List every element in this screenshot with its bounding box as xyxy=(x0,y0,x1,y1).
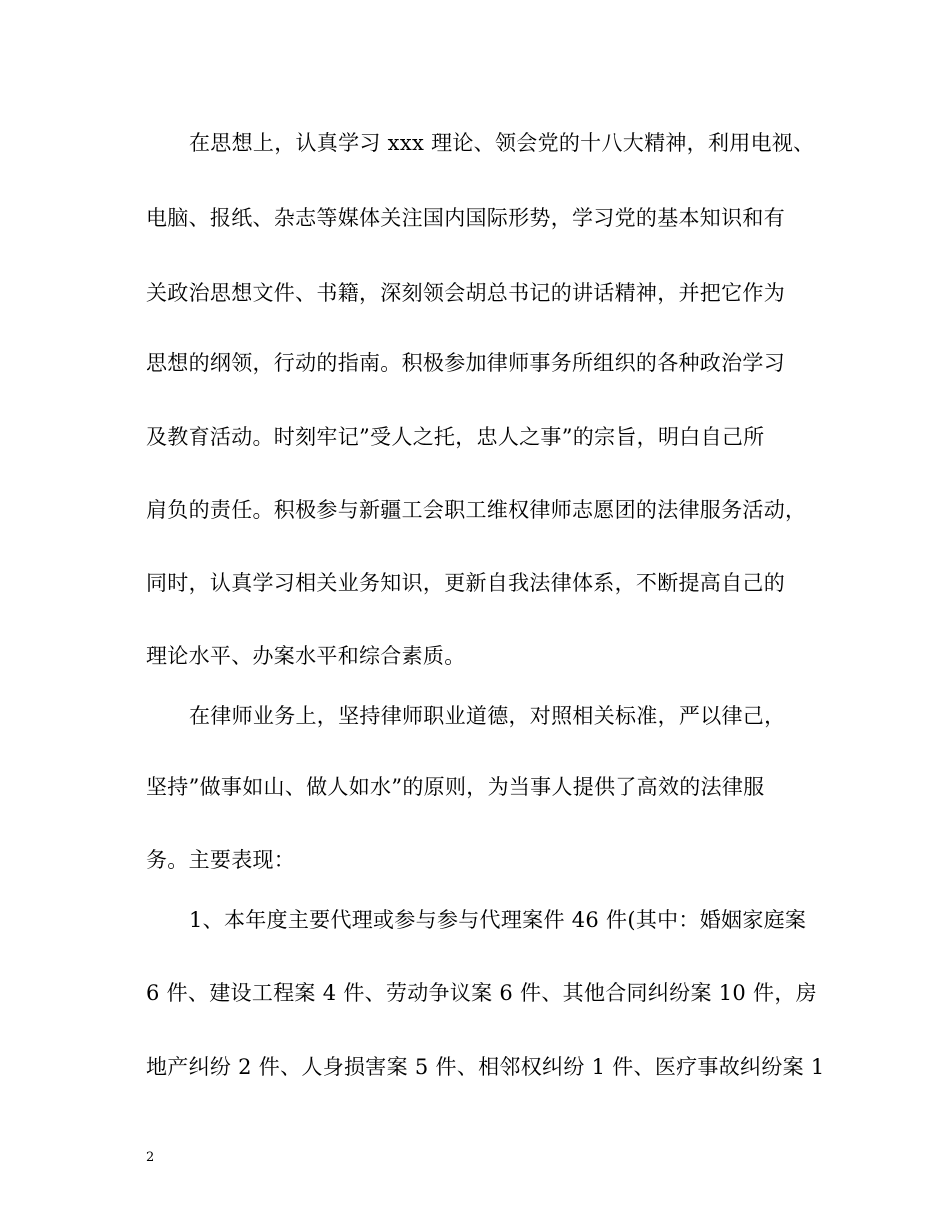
paragraph-line: 在思想上，认真学习 xxx 理论、领会党的十八大精神，利用电视、 xyxy=(189,131,815,155)
paragraph-line: 6 件、建设工程案 4 件、劳动争议案 6 件、其他合同纠纷案 10 件，房 xyxy=(146,981,817,1005)
paragraph-line: 思想的纲领，行动的指南。积极参加律师事务所组织的各种政治学习 xyxy=(146,351,785,375)
paragraph-line: 地产纠纷 2 件、人身损害案 5 件、相邻权纠纷 1 件、医疗事故纠纷案 1 xyxy=(146,1055,825,1079)
paragraph-line: 及教育活动。时刻牢记”受人之托，忠人之事”的宗旨，明白自己所 xyxy=(146,425,765,449)
paragraph-line: 在律师业务上，坚持律师职业道德，对照相关标准，严以律己， xyxy=(189,704,786,728)
paragraph-line: 肩负的责任。积极参与新疆工会职工维权律师志愿团的法律服务活动， xyxy=(146,498,807,522)
paragraph-line: 关政治思想文件、书籍，深刻领会胡总书记的讲话精神，并把它作为 xyxy=(146,281,785,305)
paragraph-line: 同时，认真学习相关业务知识，更新自我法律体系，不断提高自己的 xyxy=(146,571,785,595)
paragraph-line: 坚持”做事如山、做人如水”的原则，为当事人提供了高效的法律服 xyxy=(146,775,765,799)
paragraph-line: 理论水平、办案水平和综合素质。 xyxy=(146,644,466,668)
page-number: 2 xyxy=(146,1150,155,1165)
paragraph-line: 电脑、报纸、杂志等媒体关注国内国际形势，学习党的基本知识和有 xyxy=(146,206,785,230)
paragraph-line: 1、本年度主要代理或参与参与代理案件 46 件(其中：婚姻家庭案 xyxy=(189,908,807,932)
paragraph-line: 务。主要表现： xyxy=(146,848,296,872)
